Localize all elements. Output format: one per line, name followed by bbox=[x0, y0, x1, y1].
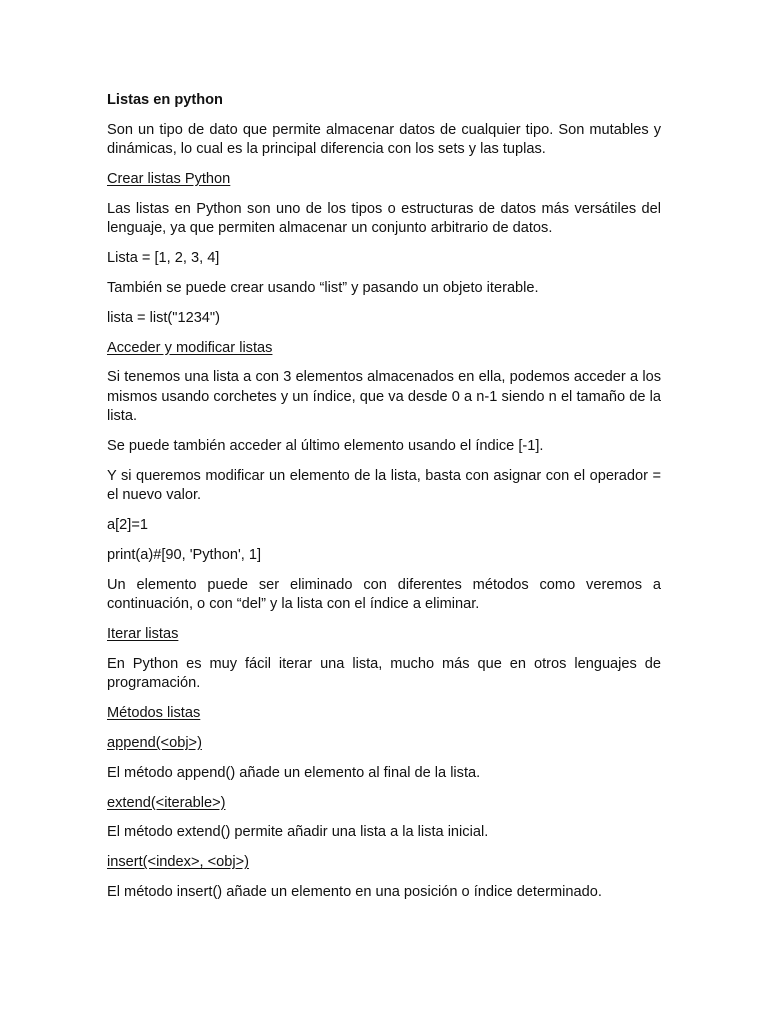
acceder-paragraph-1: Si tenemos una lista a con 3 elementos almacenados en ella, podemos acceder a los mismos usando corchetes y un índice, que va desde 0 a n-1 siendo n el tamaño de la lista. bbox=[107, 369, 661, 425]
method-description: El método extend() permite añadir una lista a la lista inicial. bbox=[107, 824, 489, 841]
section-heading-metodos: Métodos listas bbox=[107, 705, 201, 722]
acceder-paragraph-2: Se puede también acceder al último elemento usando el índice [-1]. bbox=[107, 438, 544, 455]
method-description: El método insert() añade un elemento en una posición o índice determinado. bbox=[107, 884, 602, 901]
section-heading-crear: Crear listas Python bbox=[107, 171, 231, 188]
acceder-paragraph-3: Y si queremos modificar un elemento de la lista, basta con asignar con el operador = el nuevo valor. bbox=[107, 467, 661, 504]
crear-paragraph-1: Las listas en Python son uno de los tipos o estructuras de datos más versátiles del lenguaje, ya que permiten almacenar un conjunto arbitrario de datos. bbox=[107, 200, 661, 237]
iterar-paragraph-1: En Python es muy fácil iterar una lista, mucho más que en otros lenguajes de programación. bbox=[107, 655, 661, 692]
acceder-code-1: a[2]=1 bbox=[107, 517, 148, 534]
method-description: El método append() añade un elemento al final de la lista. bbox=[107, 764, 481, 781]
section-heading-iterar: Iterar listas bbox=[107, 626, 179, 643]
crear-code-1: Lista = [1, 2, 3, 4] bbox=[107, 250, 220, 267]
document-title: Listas en python bbox=[107, 92, 223, 108]
method-signature: append(<obj>) bbox=[107, 735, 202, 752]
acceder-paragraph-4: Un elemento puede ser eliminado con diferentes métodos como veremos a continuación, o con “del” y la lista con el índice a eliminar. bbox=[107, 576, 661, 613]
document-page bbox=[107, 91, 661, 913]
method-signature: extend(<iterable>) bbox=[107, 794, 226, 811]
crear-paragraph-2: También se puede crear usando “list” y pasando un objeto iterable. bbox=[107, 279, 539, 296]
crear-code-2: lista = list("1234") bbox=[107, 309, 220, 326]
intro-paragraph: Son un tipo de dato que permite almacenar datos de cualquier tipo. Son mutables y dinámicas, lo cual es la principal diferencia con los sets y las tuplas. bbox=[107, 121, 661, 158]
method-signature: insert(<index>, <obj>) bbox=[107, 854, 249, 871]
section-heading-acceder: Acceder y modificar listas bbox=[107, 339, 273, 356]
acceder-code-2: print(a)#[90, 'Python', 1] bbox=[107, 547, 262, 564]
